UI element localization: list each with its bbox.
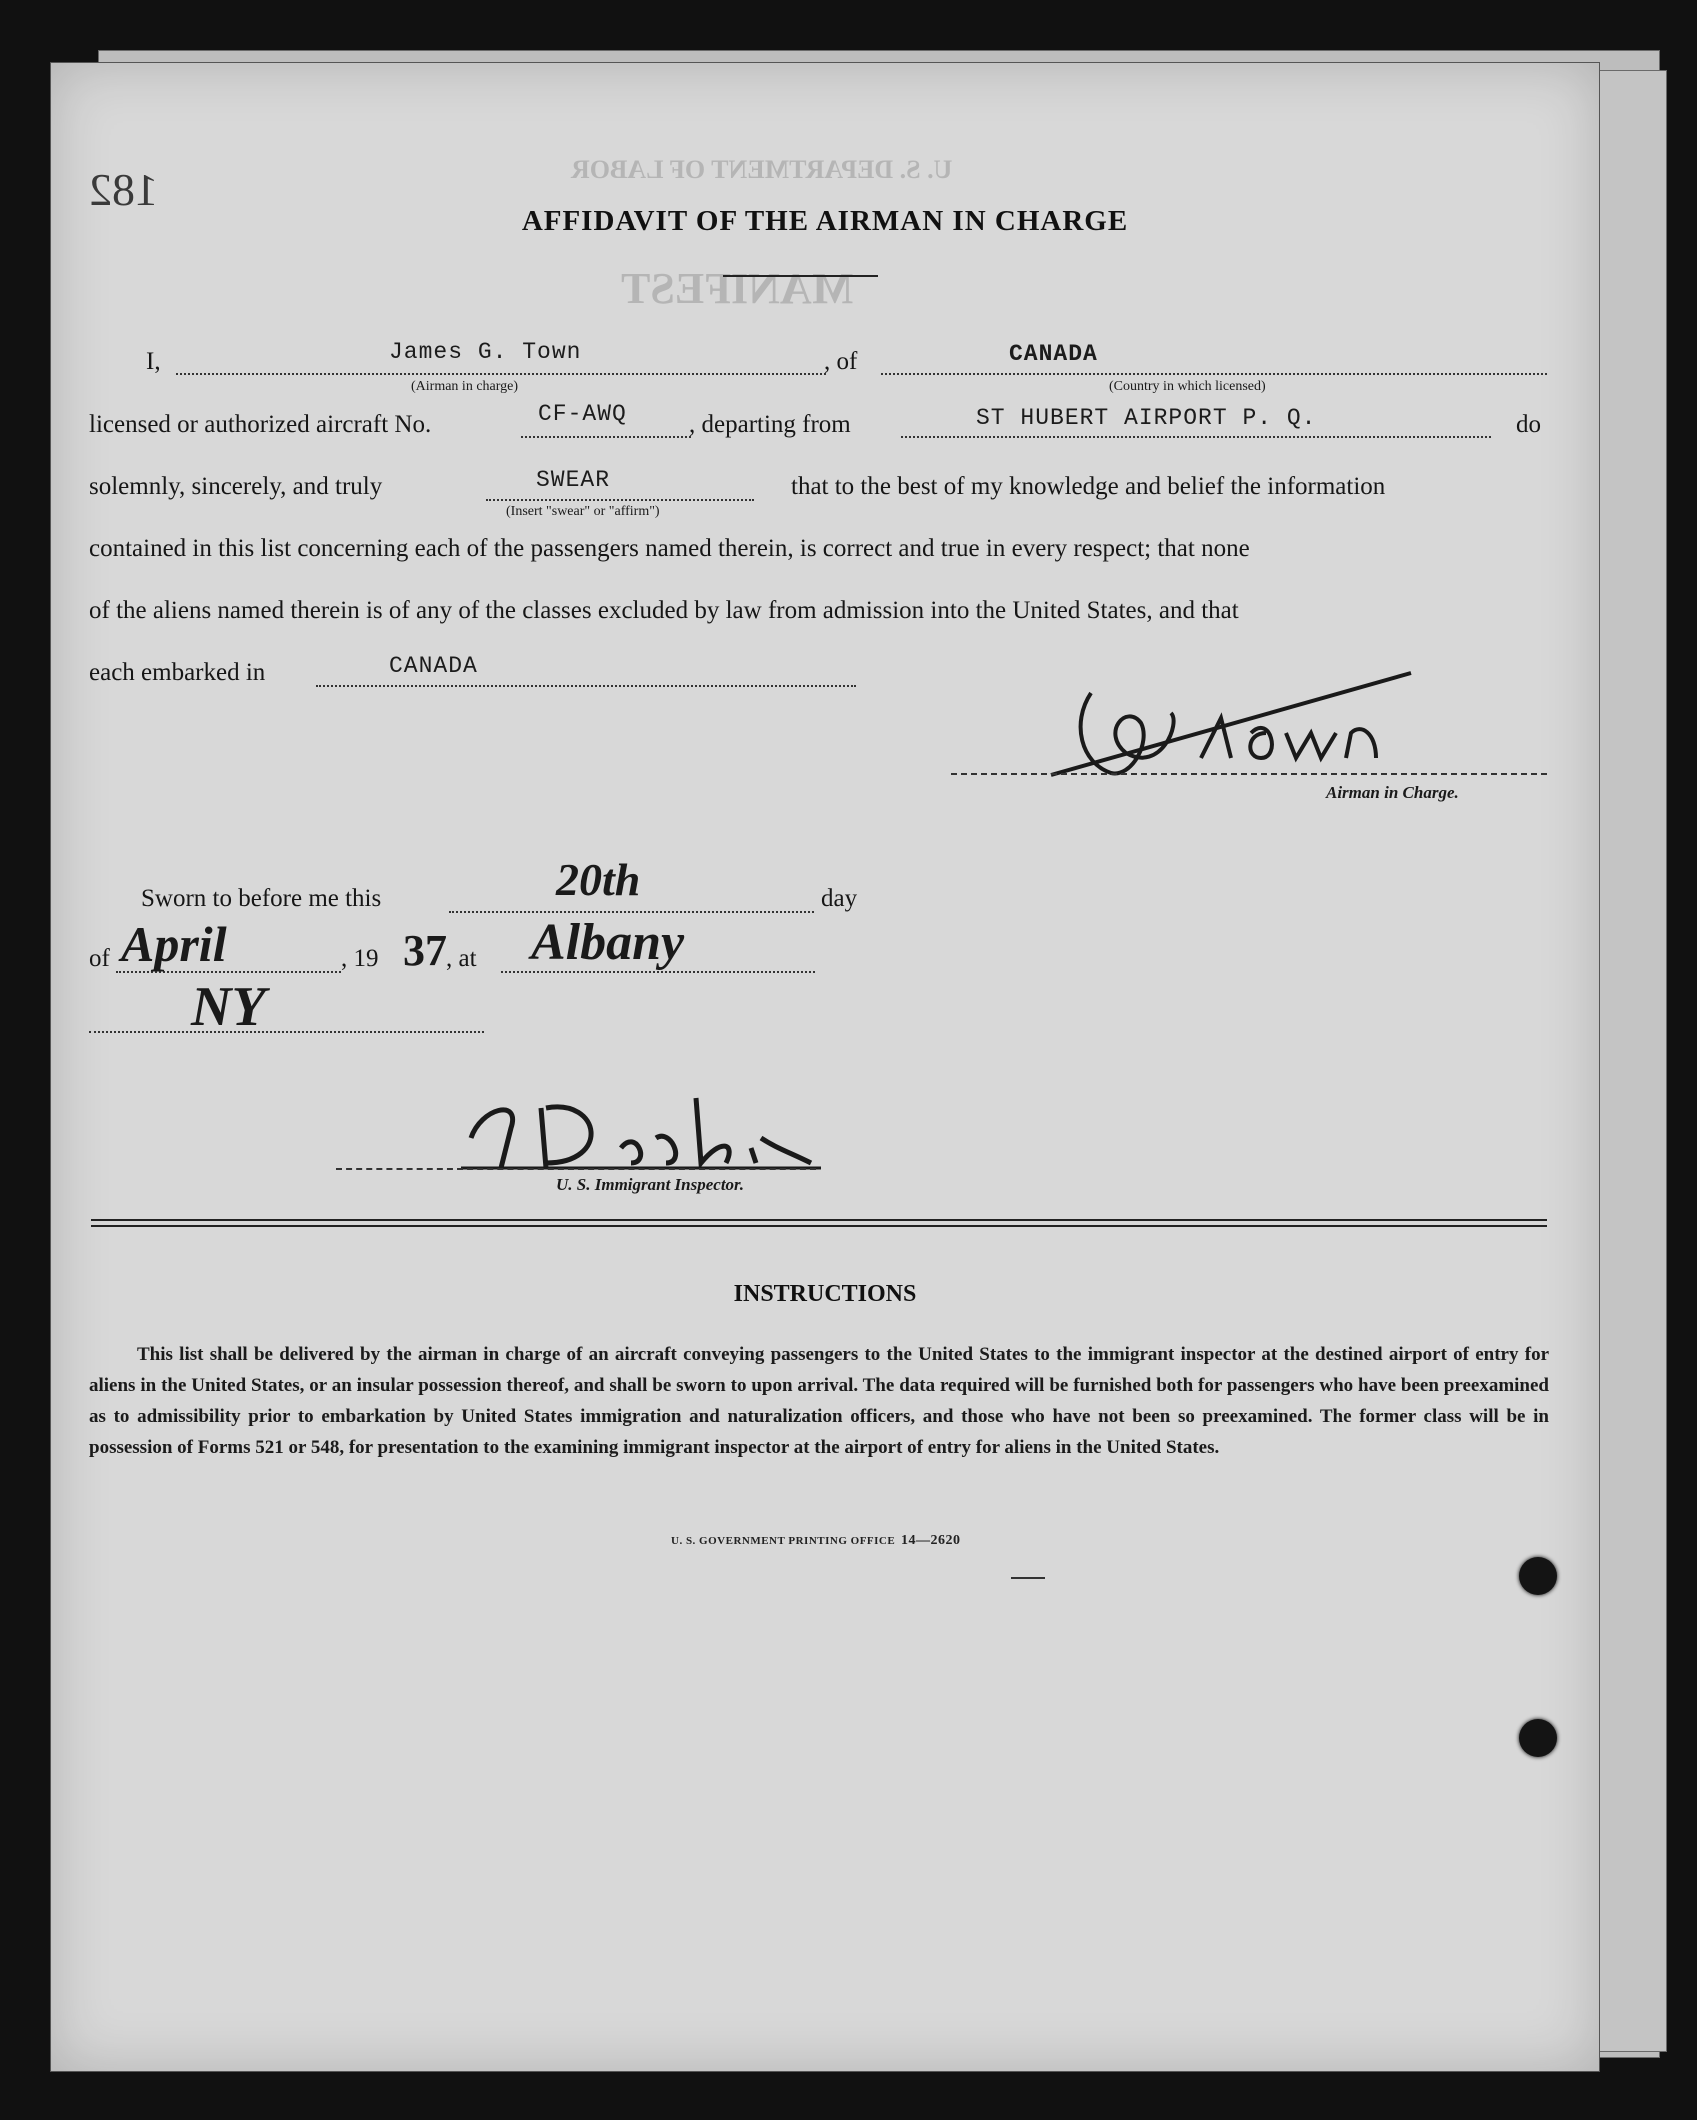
line6-prefix: each embarked in — [89, 659, 266, 686]
embarked-line — [316, 685, 856, 687]
country-line — [881, 373, 1547, 375]
footer-dash — [1011, 1577, 1045, 1579]
inspector-signature-line — [336, 1168, 816, 1170]
airman-signature-caption: Airman in Charge. — [1326, 783, 1459, 802]
footer-form-code: 14—2620 — [901, 1533, 961, 1548]
punch-hole-upper — [1519, 1557, 1557, 1595]
sworn-year: 37 — [403, 926, 447, 975]
bleed-through-header: U. S. DEPARTMENT OF LABOR — [571, 155, 953, 184]
affidavit-page — [50, 62, 1600, 2072]
airman-signature-line — [951, 773, 1547, 775]
country-caption: (Country in which licensed) — [1109, 379, 1266, 394]
sworn-place-state: NY — [191, 976, 266, 1038]
airman-signature — [1031, 663, 1491, 803]
inspector-signature — [451, 1068, 831, 1178]
sworn-prefix: Sworn to before me this — [141, 885, 382, 912]
departure-line — [901, 436, 1491, 438]
airman-name: James G. Town — [389, 339, 582, 365]
instructions-text: This list shall be delivered by the airman in charge of an aircraft conveying passengers to the United States to the immigrant inspector at the destined airport of entry for aliens in the United States, or an insular possession thereof, and shall be sworn to upon arrival. The data required will be furnished both for passengers who have been preexamined as to admissibility prior to embarkation by United States immigration and naturalization officers, and those who have not been so preexamined. The former class will be in possession of Forms 521 or 548, for presentation to the examining immigrant inspector at the airport of entry for aliens in the United States. — [89, 1344, 1549, 1458]
divider-top — [91, 1219, 1547, 1221]
oath-caption: (Insert "swear" or "affirm") — [506, 504, 660, 519]
sworn-day: 20th — [556, 854, 641, 905]
country-licensed: CANADA — [1009, 341, 1098, 367]
line3-prefix: solemnly, sincerely, and truly — [89, 473, 383, 500]
oath-line — [486, 499, 754, 501]
sworn-place: Albany — [531, 914, 685, 971]
embarked-country: CANADA — [389, 653, 478, 679]
sworn-extra-line — [89, 1031, 484, 1033]
airman-name-caption: (Airman in charge) — [411, 379, 519, 394]
footer-printing-office: U. S. GOVERNMENT PRINTING OFFICE — [671, 1535, 896, 1547]
aircraft-number: CF-AWQ — [538, 401, 627, 427]
sworn-month: April — [121, 916, 227, 972]
punch-hole-lower — [1519, 1719, 1557, 1757]
line2-suffix: do — [1516, 411, 1541, 438]
sworn-day-suffix: day — [821, 885, 858, 912]
page-title: AFFIDAVIT OF THE AIRMAN IN CHARGE — [521, 205, 1129, 237]
divider-bottom — [91, 1225, 1547, 1227]
sworn-at: , at — [446, 945, 477, 972]
line2-prefix: licensed or authorized aircraft No. — [89, 411, 432, 438]
line5-text: of the aliens named therein is of any of the classes excluded by law from admission into the United States, and that — [89, 597, 1239, 624]
line3-suffix: that to the best of my knowledge and belief the information — [791, 473, 1386, 500]
departing-text: , departing from — [689, 411, 851, 438]
oath-word: SWEAR — [536, 467, 611, 493]
airman-name-line — [176, 373, 826, 375]
instructions-title: INSTRUCTIONS — [733, 1281, 917, 1307]
departure-airport: ST HUBERT AIRPORT P. Q. — [976, 405, 1317, 431]
page-number: 182 — [89, 164, 158, 215]
line1-prefix: I, — [146, 348, 161, 375]
sworn-year-prefix: , 19 — [341, 945, 379, 972]
bleed-through-manifest: MANIFEST — [621, 264, 854, 313]
title-underline — [723, 275, 878, 277]
of-text: , of — [824, 348, 858, 375]
line4-text: contained in this list concerning each of the passengers named therein, is correct and true in every respect; that none — [89, 535, 1250, 562]
sworn-of: of — [89, 945, 110, 972]
inspector-caption: U. S. Immigrant Inspector. — [556, 1175, 744, 1194]
aircraft-no-line — [521, 436, 691, 438]
